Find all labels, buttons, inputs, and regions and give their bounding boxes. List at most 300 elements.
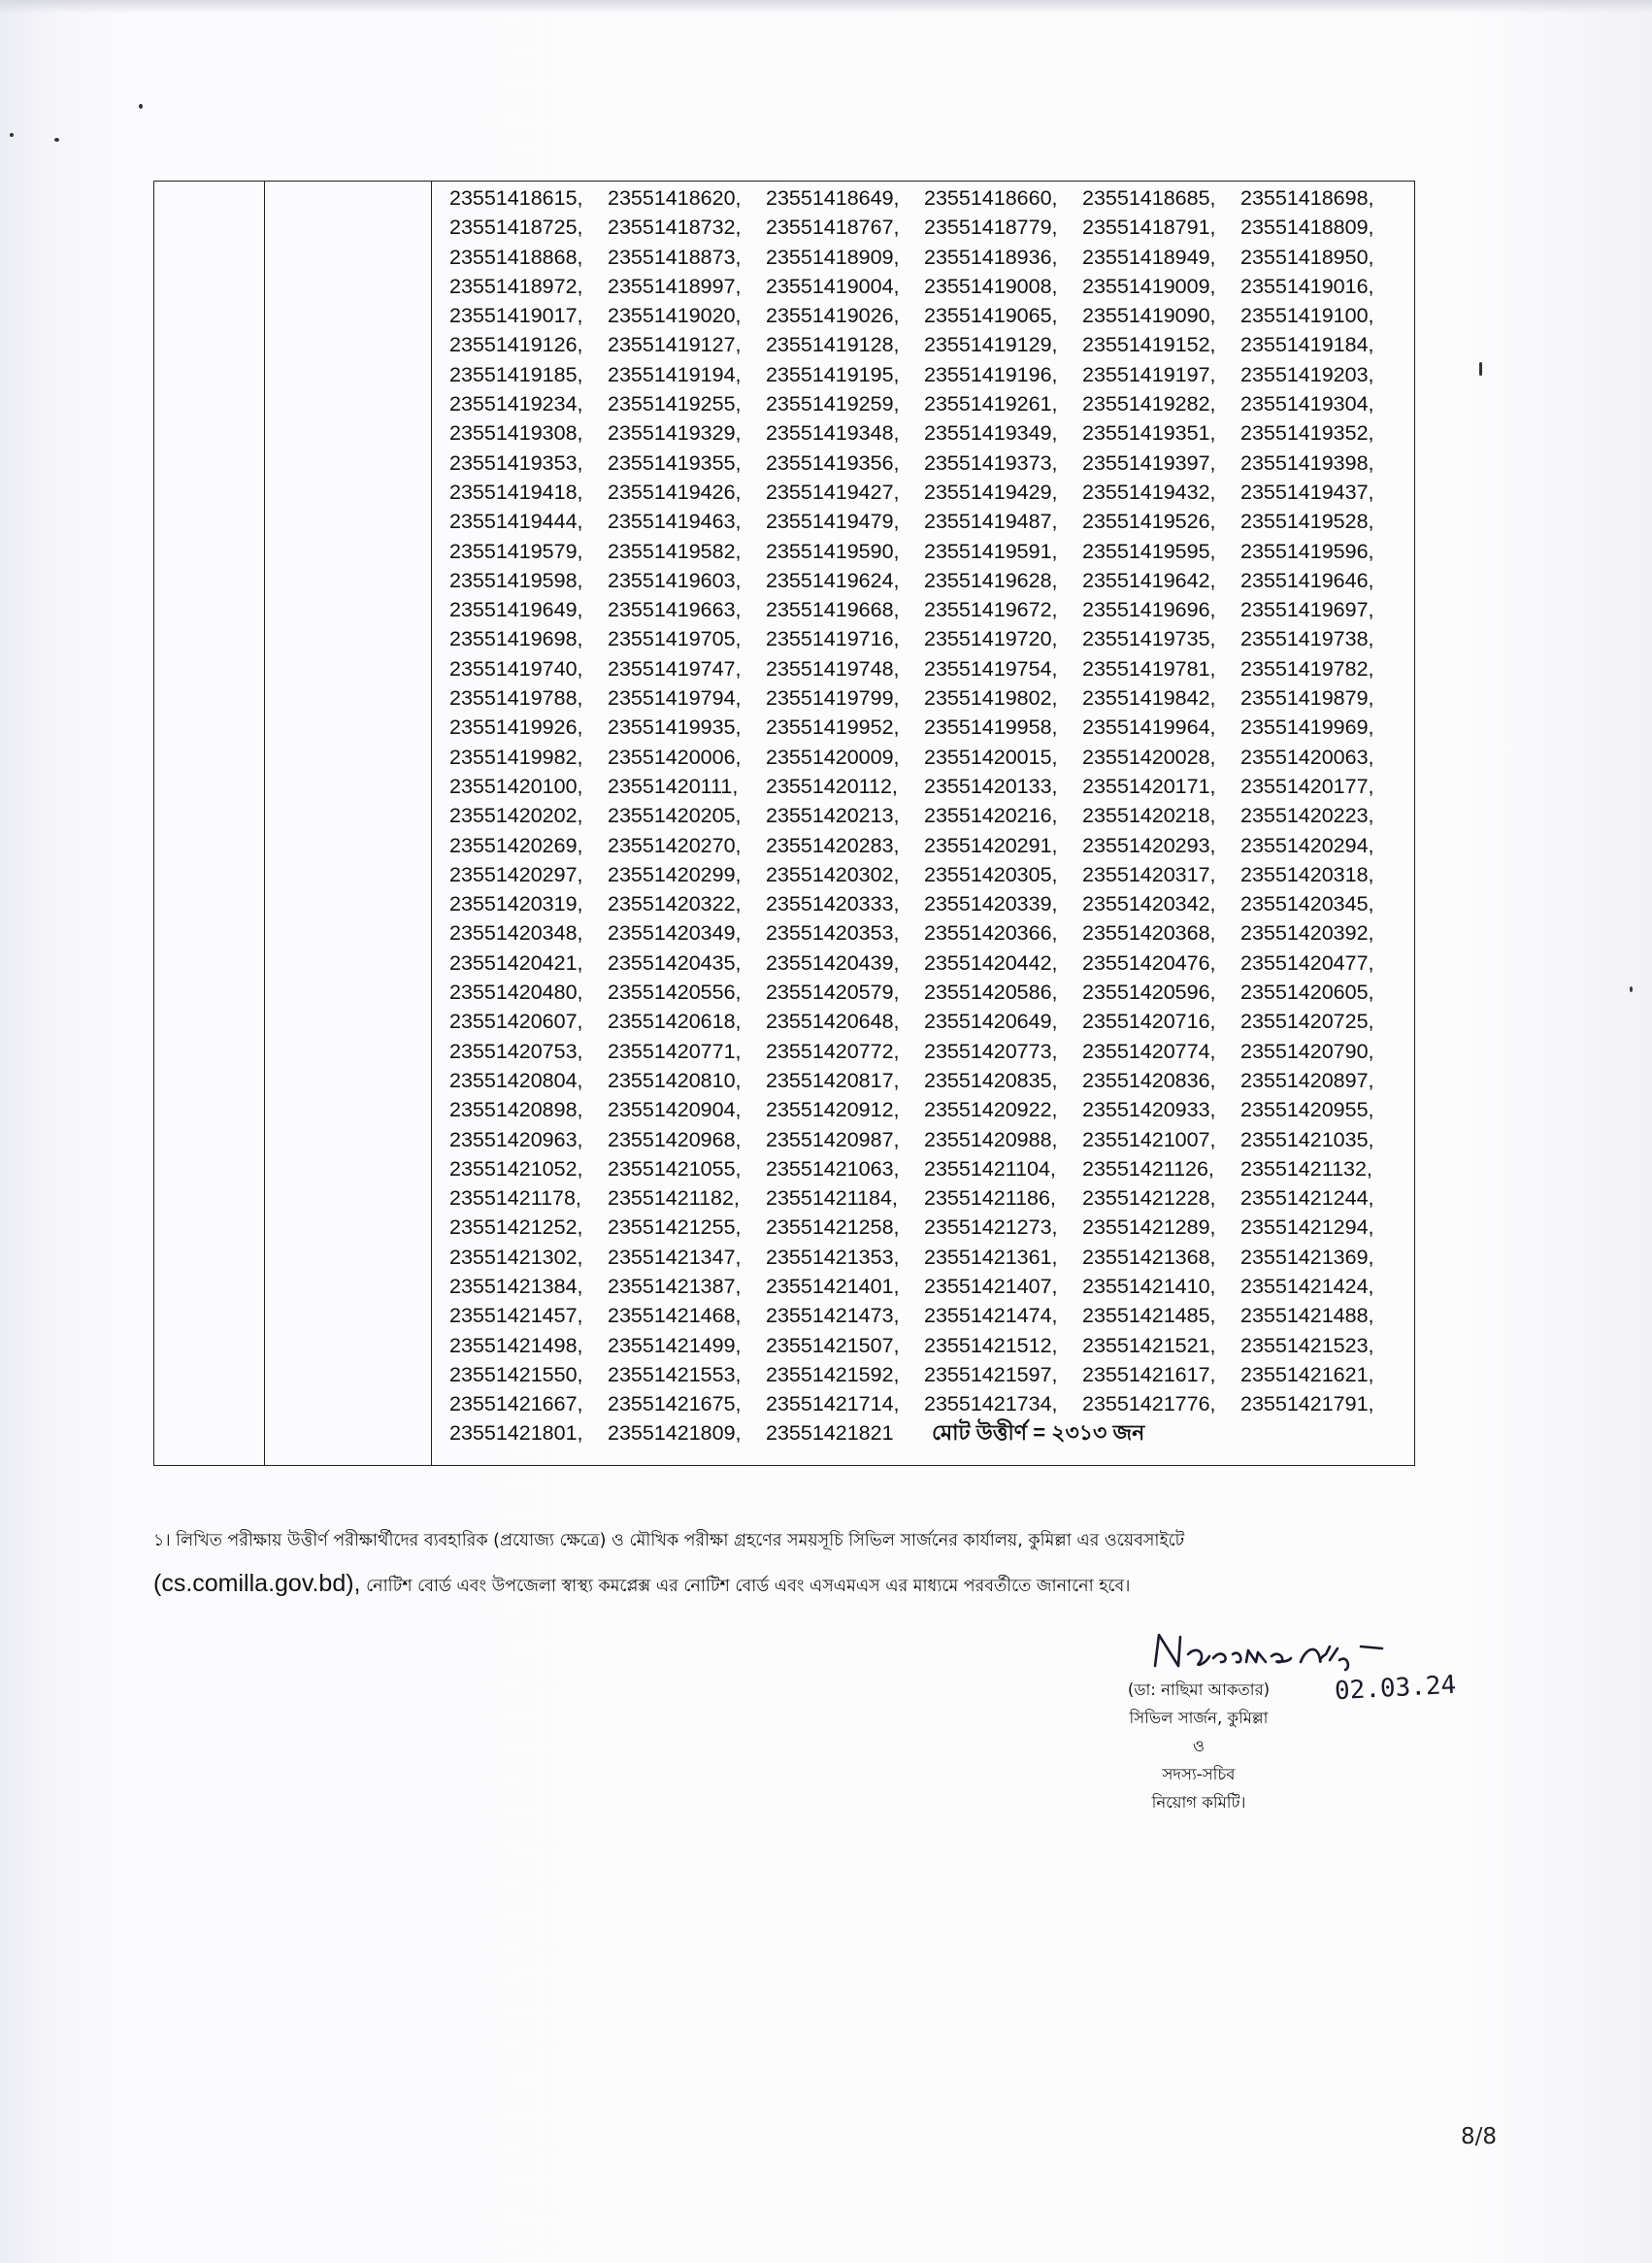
roll-number: 23551419184, xyxy=(1240,333,1374,357)
roll-row xyxy=(449,272,1414,301)
roll-row xyxy=(449,1418,1414,1448)
roll-row xyxy=(449,389,1414,418)
roll-number: 23551419016, xyxy=(1240,274,1374,298)
roll-number: 23551420607, xyxy=(449,1010,583,1034)
roll-number: 23551420649, xyxy=(924,1010,1058,1034)
roll-number: 23551420270, xyxy=(608,833,742,857)
roll-number: 23551421791, xyxy=(1240,1392,1374,1416)
roll-number: 23551421523, xyxy=(1240,1333,1374,1357)
roll-number: 23551420302, xyxy=(766,862,900,886)
roll-number: 23551421550, xyxy=(449,1362,583,1386)
roll-number: 23551421821 xyxy=(766,1421,894,1446)
roll-number: 23551421104, xyxy=(924,1156,1056,1181)
roll-number: 23551420556, xyxy=(608,981,742,1005)
roll-number: 23551421485, xyxy=(1082,1304,1216,1328)
roll-number: 23551419351, xyxy=(1082,421,1216,446)
roll-number: 23551419009, xyxy=(1082,274,1216,298)
roll-row xyxy=(449,213,1414,242)
roll-row xyxy=(449,1272,1414,1301)
roll-number: 23551419624, xyxy=(766,568,900,592)
roll-number: 23551419598, xyxy=(449,568,583,592)
roll-number: 23551418909, xyxy=(766,245,900,269)
roll-number: 23551421401, xyxy=(766,1274,900,1298)
roll-number: 23551420333, xyxy=(766,892,900,916)
total-passed-text: মোট উত্তীর্ণ = ২৩১৩ জন xyxy=(932,1420,1145,1446)
roll-number: 23551421512, xyxy=(924,1333,1058,1357)
roll-number: 23551421302, xyxy=(449,1245,583,1269)
roll-number: 23551419304, xyxy=(1240,392,1374,416)
roll-number: 23551420988, xyxy=(924,1127,1058,1151)
roll-number: 23551421126, xyxy=(1082,1156,1214,1181)
roll-number: 23551420283, xyxy=(766,833,900,857)
roll-number: 23551420015, xyxy=(924,745,1058,769)
roll-number: 23551418949, xyxy=(1082,245,1216,269)
roll-number: 23551420218, xyxy=(1082,804,1216,828)
roll-number: 23551421255, xyxy=(608,1215,742,1240)
roll-number: 23551419100, xyxy=(1240,304,1374,328)
roll-number: 23551420442, xyxy=(924,950,1058,975)
roll-number: 23551418950, xyxy=(1240,245,1374,269)
roll-number: 23551421186, xyxy=(924,1186,1056,1211)
signatory-role: সদস্য-সচিব xyxy=(1162,1765,1236,1783)
roll-row xyxy=(449,183,1414,213)
roll-number: 23551421809, xyxy=(608,1421,742,1446)
roll-number: 23551420968, xyxy=(608,1127,742,1151)
roll-number: 23551418868, xyxy=(449,245,583,269)
roll-number: 23551418779, xyxy=(924,216,1058,240)
roll-row xyxy=(449,918,1414,948)
roll-number: 23551419026, xyxy=(766,304,900,328)
handwritten-signature xyxy=(1145,1625,1495,1674)
roll-number: 23551419698, xyxy=(449,627,583,651)
roll-number: 23551419579, xyxy=(449,539,583,563)
post-column xyxy=(265,182,432,1465)
roll-number: 23551421289, xyxy=(1082,1215,1216,1240)
roll-row xyxy=(449,948,1414,978)
roll-row xyxy=(449,478,1414,507)
roll-number: 23551419748, xyxy=(766,656,900,681)
roll-number: 23551419705, xyxy=(608,627,742,651)
roll-number: 23551420804, xyxy=(449,1068,583,1092)
roll-number: 23551421273, xyxy=(924,1215,1058,1240)
roll-number: 23551421244, xyxy=(1240,1186,1374,1211)
roll-number: 23551421734, xyxy=(924,1392,1058,1416)
roll-row xyxy=(449,1066,1414,1095)
roll-number: 23551420605, xyxy=(1240,981,1374,1005)
roll-number: 23551419008, xyxy=(924,274,1058,298)
roll-number: 23551419964, xyxy=(1082,716,1216,740)
roll-number: 23551419747, xyxy=(608,656,742,681)
roll-number: 23551421055, xyxy=(608,1156,742,1181)
roll-number: 23551419259, xyxy=(766,392,900,416)
roll-number: 23551419020, xyxy=(608,304,742,328)
roll-number: 23551419261, xyxy=(924,392,1058,416)
roll-number: 23551419398, xyxy=(1240,450,1374,475)
roll-number: 23551419065, xyxy=(924,304,1058,328)
roll-number: 23551420439, xyxy=(766,950,900,975)
roll-number: 23551420223, xyxy=(1240,804,1374,828)
roll-number: 23551420305, xyxy=(924,862,1058,886)
roll-number: 23551420202, xyxy=(449,804,583,828)
scan-top-edge xyxy=(0,0,1652,14)
roll-number: 23551419195, xyxy=(766,362,900,386)
roll-row xyxy=(449,1331,1414,1360)
roll-number: 23551421353, xyxy=(766,1245,900,1269)
roll-number: 23551419526, xyxy=(1082,510,1216,534)
roll-number: 23551420817, xyxy=(766,1068,900,1092)
roll-number: 23551418767, xyxy=(766,216,900,240)
roll-number: 23551418660, xyxy=(924,186,1058,210)
roll-number: 23551418649, xyxy=(766,186,900,210)
roll-number: 23551419197, xyxy=(1082,362,1216,386)
roll-number: 23551421228, xyxy=(1082,1186,1216,1211)
scan-speck xyxy=(1630,986,1633,992)
roll-number: 23551419127, xyxy=(608,333,742,357)
roll-number: 23551420112, xyxy=(766,774,898,798)
roll-row xyxy=(449,624,1414,653)
roll-number: 23551419004, xyxy=(766,274,900,298)
roll-number: 23551418615, xyxy=(449,186,583,210)
roll-number: 23551421369, xyxy=(1240,1245,1374,1269)
roll-number: 23551420269, xyxy=(449,833,583,857)
roll-number: 23551421178, xyxy=(449,1186,581,1211)
roll-number: 23551421521, xyxy=(1082,1333,1216,1357)
roll-number: 23551420898, xyxy=(449,1098,583,1122)
roll-number: 23551421499, xyxy=(608,1333,742,1357)
roll-number: 23551420319, xyxy=(449,892,583,916)
roll-number: 23551419642, xyxy=(1082,568,1216,592)
roll-number: 23551420291, xyxy=(924,833,1058,857)
roll-number: 23551420100, xyxy=(449,774,583,798)
roll-row xyxy=(449,772,1414,801)
roll-number: 23551419603, xyxy=(608,568,742,592)
roll-number: 23551419738, xyxy=(1240,627,1374,651)
roll-row xyxy=(449,1301,1414,1330)
roll-number: 23551421410, xyxy=(1082,1274,1216,1298)
roll-number: 23551421498, xyxy=(449,1333,583,1357)
roll-row xyxy=(449,1243,1414,1272)
notice-line-1: ১। লিখিত পরীক্ষায় উত্তীর্ণ পরীক্ষার্থীদের ব্যবহারিক (প্রযোজ্য ক্ষেত্রে) ও মৌখিক পরীক্ষা গ্রহণের সময়সূচি সিভিল সার্জনের কার্যালয়, কুমিল্লা এর ওয়েবসাইটে xyxy=(153,1531,1185,1550)
roll-number: 23551420480, xyxy=(449,981,583,1005)
roll-number: 23551419590, xyxy=(766,539,900,563)
roll-number: 23551420987, xyxy=(766,1127,900,1151)
roll-number: 23551419596, xyxy=(1240,539,1374,563)
roll-number: 23551419720, xyxy=(924,627,1058,651)
roll-row xyxy=(449,566,1414,595)
roll-number: 23551420297, xyxy=(449,862,583,886)
roll-row xyxy=(449,1095,1414,1124)
roll-row xyxy=(449,243,1414,272)
roll-number: 23551420618, xyxy=(608,1010,742,1034)
roll-row xyxy=(449,595,1414,624)
roll-number: 23551419194, xyxy=(608,362,742,386)
roll-number: 23551420009, xyxy=(766,745,900,769)
roll-number: 23551418620, xyxy=(608,186,742,210)
roll-number: 23551421258, xyxy=(766,1215,900,1240)
roll-number: 23551420716, xyxy=(1082,1010,1216,1034)
scan-speck xyxy=(10,133,14,137)
roll-number: 23551421182, xyxy=(608,1186,740,1211)
signatory-conjunction: ও xyxy=(1192,1737,1206,1755)
roll-number: 23551419444, xyxy=(449,510,583,534)
roll-row xyxy=(449,978,1414,1007)
roll-number: 23551420648, xyxy=(766,1010,900,1034)
roll-number: 23551421801, xyxy=(449,1421,583,1446)
roll-row xyxy=(449,1389,1414,1418)
roll-number: 23551420579, xyxy=(766,981,900,1005)
roll-number: 23551419794, xyxy=(608,686,742,711)
roll-number: 23551420586, xyxy=(924,981,1058,1005)
roll-row xyxy=(449,743,1414,772)
roll-number: 23551418732, xyxy=(608,216,742,240)
roll-number: 23551419668, xyxy=(766,598,900,622)
roll-number: 23551420421, xyxy=(449,950,583,975)
roll-number: 23551421387, xyxy=(608,1274,742,1298)
roll-number: 23551420773, xyxy=(924,1039,1058,1063)
roll-number: 23551419418, xyxy=(449,480,583,504)
roll-number: 23551421617, xyxy=(1082,1362,1216,1386)
roll-number: 23551418873, xyxy=(608,245,742,269)
roll-number: 23551420366, xyxy=(924,921,1058,946)
signatory-name: (ডা: নাছিমা আকতার) xyxy=(1127,1681,1271,1699)
roll-number: 23551420342, xyxy=(1082,892,1216,916)
roll-number: 23551419348, xyxy=(766,421,900,446)
notice-paragraph xyxy=(153,1519,1435,1608)
roll-number: 23551420392, xyxy=(1240,921,1374,946)
roll-number: 23551420904, xyxy=(608,1098,742,1122)
roll-number: 23551420213, xyxy=(766,804,900,828)
roll-number: 23551419697, xyxy=(1240,598,1374,622)
roll-numbers-cell xyxy=(432,182,1414,1465)
roll-number: 23551418725, xyxy=(449,216,583,240)
roll-number: 23551421035, xyxy=(1240,1127,1374,1151)
roll-number: 23551419628, xyxy=(924,568,1058,592)
roll-number: 23551418791, xyxy=(1082,216,1216,240)
roll-number: 23551419799, xyxy=(766,686,900,711)
roll-number: 23551419426, xyxy=(608,480,742,504)
roll-number: 23551419735, xyxy=(1082,627,1216,651)
roll-number: 23551421347, xyxy=(608,1245,742,1269)
roll-number: 23551420133, xyxy=(924,774,1058,798)
roll-row xyxy=(449,831,1414,860)
roll-number: 23551420477, xyxy=(1240,950,1374,975)
roll-row xyxy=(449,713,1414,742)
roll-number: 23551421592, xyxy=(766,1362,900,1386)
signature-block xyxy=(1087,1621,1495,1845)
roll-number: 23551420177, xyxy=(1240,774,1374,798)
roll-number: 23551419958, xyxy=(924,716,1058,740)
roll-number: 23551421294, xyxy=(1240,1215,1374,1240)
roll-number: 23551419788, xyxy=(449,686,583,711)
roll-number: 23551419781, xyxy=(1082,656,1216,681)
roll-number: 23551419352, xyxy=(1240,421,1374,446)
roll-number: 23551420063, xyxy=(1240,745,1374,769)
roll-number: 23551419397, xyxy=(1082,450,1216,475)
roll-number: 23551419879, xyxy=(1240,686,1374,711)
roll-number: 23551421667, xyxy=(449,1392,583,1416)
roll-number: 23551420205, xyxy=(608,804,742,828)
roll-number: 23551420596, xyxy=(1082,981,1216,1005)
roll-number: 23551419672, xyxy=(924,598,1058,622)
page-number: 8/8 xyxy=(1461,2124,1498,2149)
notice-line-2 xyxy=(153,1562,1435,1608)
roll-number: 23551420435, xyxy=(608,950,742,975)
roll-number: 23551421621, xyxy=(1240,1362,1374,1386)
roll-number: 23551420348, xyxy=(449,921,583,946)
roll-number: 23551420216, xyxy=(924,804,1058,828)
roll-number: 23551420317, xyxy=(1082,862,1216,886)
roll-number: 23551420963, xyxy=(449,1127,583,1151)
roll-number: 23551419487, xyxy=(924,510,1058,534)
roll-number: 23551420318, xyxy=(1240,862,1374,886)
roll-number: 23551420955, xyxy=(1240,1098,1374,1122)
roll-row xyxy=(449,1154,1414,1183)
roll-number: 23551419969, xyxy=(1240,716,1374,740)
roll-number: 23551419185, xyxy=(449,362,583,386)
roll-row xyxy=(449,537,1414,566)
roll-number: 23551421361, xyxy=(924,1245,1058,1269)
roll-number: 23551419952, xyxy=(766,716,900,740)
roll-number: 23551419329, xyxy=(608,421,742,446)
roll-row xyxy=(449,507,1414,536)
roll-number: 23551420293, xyxy=(1082,833,1216,857)
roll-number: 23551420171, xyxy=(1082,774,1216,798)
roll-number: 23551419432, xyxy=(1082,480,1216,504)
serial-column xyxy=(154,182,265,1465)
roll-number: 23551419234, xyxy=(449,392,583,416)
roll-number: 23551419479, xyxy=(766,510,900,534)
roll-number: 23551420294, xyxy=(1240,833,1374,857)
roll-number: 23551419373, xyxy=(924,450,1058,475)
roll-number: 23551419591, xyxy=(924,539,1058,563)
roll-row xyxy=(449,360,1414,389)
roll-number: 23551419982, xyxy=(449,745,583,769)
roll-number: 23551419255, xyxy=(608,392,742,416)
roll-row xyxy=(449,1360,1414,1389)
roll-number: 23551419349, xyxy=(924,421,1058,446)
roll-number: 23551421776, xyxy=(1082,1392,1216,1416)
roll-row xyxy=(449,418,1414,448)
roll-row xyxy=(449,301,1414,330)
roll-number: 23551419282, xyxy=(1082,392,1216,416)
scan-speck xyxy=(1479,362,1482,376)
roll-number: 23551419353, xyxy=(449,450,583,475)
roll-number: 23551420835, xyxy=(924,1068,1058,1092)
roll-number: 23551420368, xyxy=(1082,921,1216,946)
roll-number: 23551419429, xyxy=(924,480,1058,504)
roll-number: 23551421507, xyxy=(766,1333,900,1357)
roll-number: 23551421474, xyxy=(924,1304,1058,1328)
roll-number: 23551419437, xyxy=(1240,480,1374,504)
roll-row xyxy=(449,1037,1414,1066)
roll-number: 23551421424, xyxy=(1240,1274,1374,1298)
roll-number: 23551421063, xyxy=(766,1156,900,1181)
roll-number: 23551419646, xyxy=(1240,568,1374,592)
roll-number: 23551421252, xyxy=(449,1215,583,1240)
roll-number: 23551419842, xyxy=(1082,686,1216,711)
roll-number: 23551420912, xyxy=(766,1098,900,1122)
roll-number: 23551419740, xyxy=(449,656,583,681)
roll-number: 23551419128, xyxy=(766,333,900,357)
roll-number: 23551421407, xyxy=(924,1274,1058,1298)
roll-row xyxy=(449,683,1414,713)
roll-row xyxy=(449,449,1414,478)
roll-number: 23551420345, xyxy=(1240,892,1374,916)
roll-number: 23551419355, xyxy=(608,450,742,475)
roll-number: 23551421597, xyxy=(924,1362,1058,1386)
roll-number: 23551420922, xyxy=(924,1098,1058,1122)
roll-number: 23551421052, xyxy=(449,1156,583,1181)
roll-number: 23551420353, xyxy=(766,921,900,946)
roll-number: 23551418997, xyxy=(608,274,742,298)
roll-number: 23551419595, xyxy=(1082,539,1216,563)
roll-row xyxy=(449,654,1414,683)
roll-number: 23551420339, xyxy=(924,892,1058,916)
roll-number: 23551419754, xyxy=(924,656,1058,681)
roll-number: 23551421468, xyxy=(608,1304,742,1328)
roll-number: 23551419129, xyxy=(924,333,1058,357)
roll-number: 23551420810, xyxy=(608,1068,742,1092)
roll-number: 23551419427, xyxy=(766,480,900,504)
roll-row xyxy=(449,1007,1414,1036)
roll-number: 23551418809, xyxy=(1240,216,1374,240)
roll-number: 23551421184, xyxy=(766,1186,898,1211)
roll-number: 23551419528, xyxy=(1240,510,1374,534)
signatory-committee: নিয়োগ কমিটি। xyxy=(1151,1793,1246,1812)
roll-number: 23551421384, xyxy=(449,1274,583,1298)
roll-number: 23551419802, xyxy=(924,686,1058,711)
roll-number: 23551419696, xyxy=(1082,598,1216,622)
roll-number: 23551420322, xyxy=(608,892,742,916)
roll-number: 23551419935, xyxy=(608,716,742,740)
roll-number: 23551421473, xyxy=(766,1304,900,1328)
roll-number: 23551419649, xyxy=(449,598,583,622)
roll-number: 23551419126, xyxy=(449,333,583,357)
roll-number: 23551419196, xyxy=(924,362,1058,386)
roll-row xyxy=(449,860,1414,889)
roll-number: 23551421553, xyxy=(608,1362,742,1386)
scan-speck xyxy=(54,138,59,142)
roll-number: 23551419926, xyxy=(449,716,583,740)
roll-number: 23551419663, xyxy=(608,598,742,622)
notice-line-2-text: নোটিশ বোর্ড এবং উপজেলা স্বাস্থ্য কমপ্লেক্স এর নোটিশ বোর্ড এবং এসএমএস এর মাধ্যমে পরবর্তীতে জানানো হবে। xyxy=(360,1577,1131,1596)
roll-number: 23551421488, xyxy=(1240,1304,1374,1328)
roll-number: 23551419582, xyxy=(608,539,742,563)
roll-number: 23551420897, xyxy=(1240,1068,1374,1092)
website-text: (cs.comilla.gov.bd), xyxy=(153,1570,361,1597)
roll-number: 23551420006, xyxy=(608,745,742,769)
roll-number: 23551419090, xyxy=(1082,304,1216,328)
roll-number: 23551420933, xyxy=(1082,1098,1216,1122)
roll-number: 23551419782, xyxy=(1240,656,1374,681)
roll-number: 23551420725, xyxy=(1240,1010,1374,1034)
roll-number: 23551421714, xyxy=(766,1392,900,1416)
roll-row xyxy=(449,330,1414,359)
signatory-title: সিভিল সার্জন, কুমিল্লা xyxy=(1129,1709,1269,1727)
roll-row xyxy=(449,1213,1414,1242)
roll-number: 23551419203, xyxy=(1240,362,1374,386)
roll-number: 23551418685, xyxy=(1082,186,1216,210)
roll-number: 23551419463, xyxy=(608,510,742,534)
roll-number: 23551419308, xyxy=(449,421,583,446)
roll-row xyxy=(449,801,1414,830)
roll-number: 23551421368, xyxy=(1082,1245,1216,1269)
roll-number: 23551421457, xyxy=(449,1304,583,1328)
roll-number: 23551420771, xyxy=(608,1039,742,1063)
roll-number: 23551420790, xyxy=(1240,1039,1374,1063)
roll-number: 23551419152, xyxy=(1082,333,1216,357)
roll-number: 23551420774, xyxy=(1082,1039,1216,1063)
